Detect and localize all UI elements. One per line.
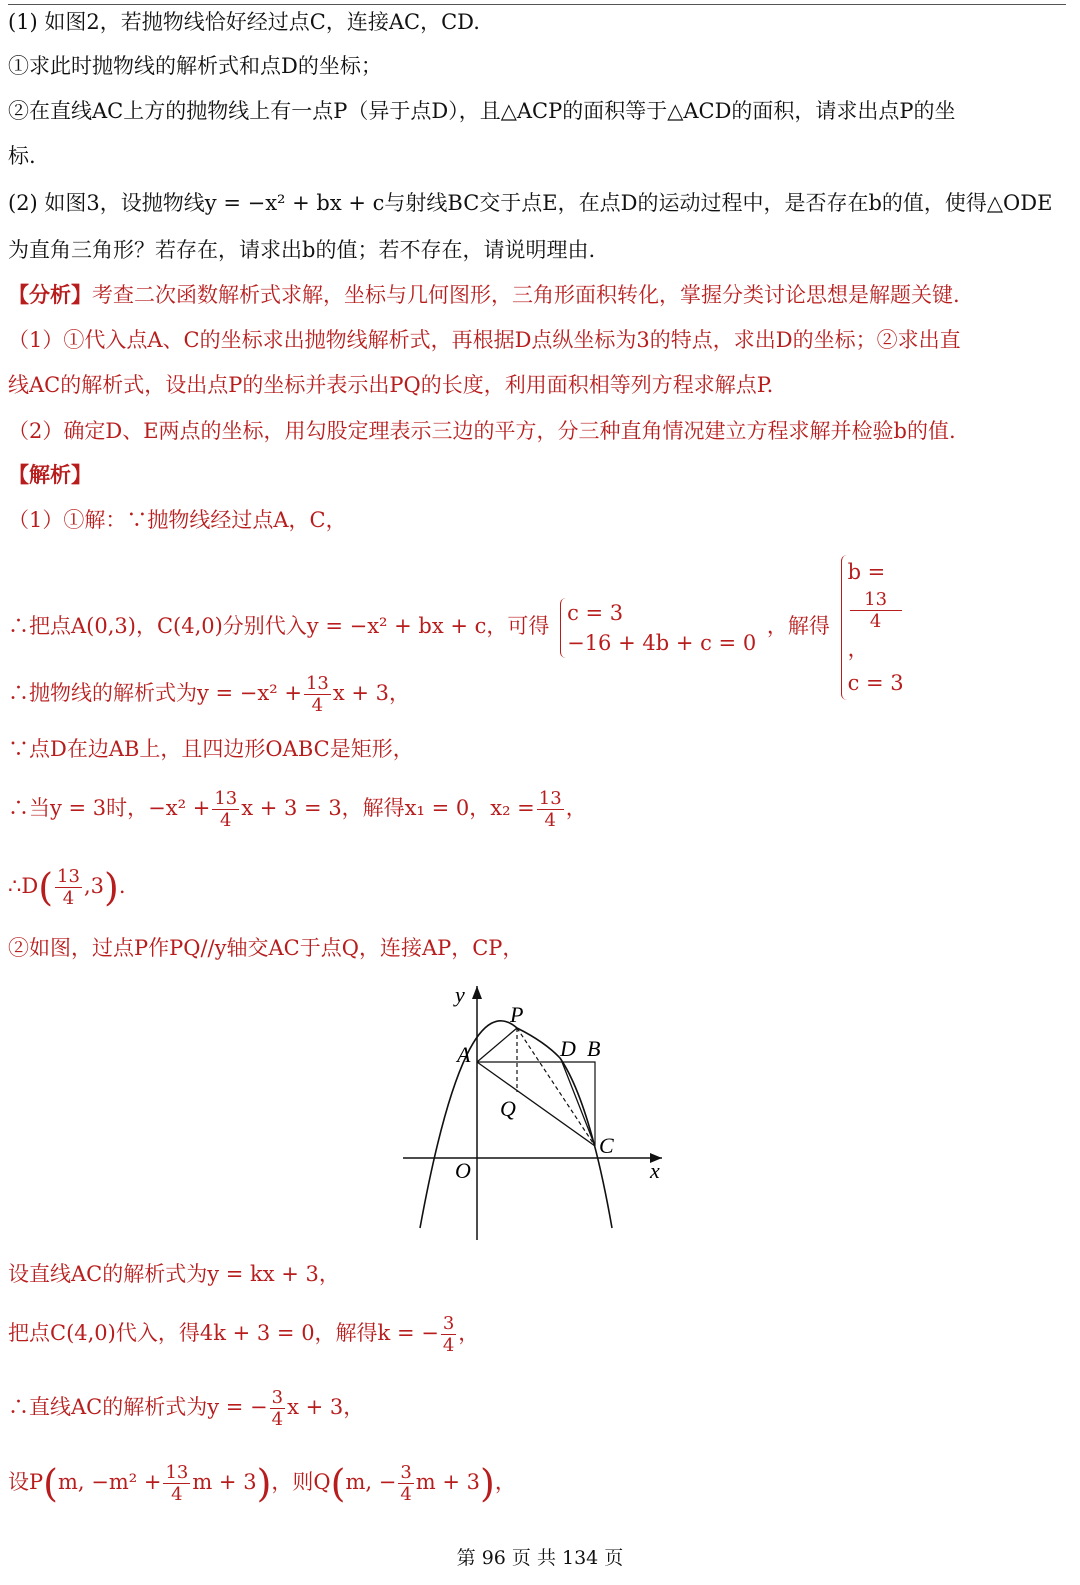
label-d: D [560, 1036, 576, 1061]
segment-ap [477, 1028, 517, 1062]
solution-line-10: ∴直线AC的解析式为y = − $\frac{3}{4}$ x + 3， [8, 1387, 365, 1430]
analysis-line [8, 281, 960, 309]
question-1-2-cont: 标. [8, 144, 36, 168]
analysis-2: （2）确定D、E两点的坐标，用勾股定理表示三边的平方，分三种直角情况建立方程求解并检验b的值. [8, 419, 956, 443]
fraction: $\frac{13}{4}$ [165, 1462, 189, 1505]
solution-line-4: ∵点D在边AB上，且四边形OABC是矩形， [8, 737, 414, 761]
solution-line-5: ∴当y = 3时，−x² + $\frac{13}{4}$ x + 3 = 3，解得x₁ = 0，x₂ = $\frac{13}{4}$ ， [8, 788, 587, 831]
label-p: P [510, 1002, 524, 1027]
fraction: 13 4 [850, 589, 902, 632]
solution-line-9: 把点C(4,0)代入，得4k + 3 = 0，解得k = − $\frac{3}{4}$ ， [8, 1313, 480, 1356]
analysis-tag: 【分析】 [8, 282, 92, 307]
solution-line-11: 设P(m, −m² + $\frac{13}{4}$ m + 3)，则Q(m, − $\frac{3}{4}$ m + 3)， [8, 1461, 516, 1506]
page-footer: 第 96 页 共 134 页 [456, 1547, 624, 1569]
analysis-1-cont: 线AC的解析式，设出点P的坐标并表示出PQ的长度，利用面积相等列方程求解点P. [8, 373, 774, 397]
fraction: $\frac{3}{4}$ [400, 1462, 412, 1505]
segment-cd [562, 1062, 595, 1146]
label-b: B [587, 1036, 601, 1061]
fraction: $\frac{3}{4}$ [271, 1387, 284, 1430]
label-q: Q [500, 1096, 516, 1121]
segment-cp [517, 1028, 595, 1146]
equation-system-1: c = 3 −16 + 4b + c = 0 [560, 598, 756, 658]
fraction: $\frac{13}{4}$ [214, 788, 238, 831]
question-1-2: ②在直线AC上方的抛物线上有一点P（异于点D），且△ACP的面积等于△ACD的面积，请求出点P的坐 [8, 99, 956, 123]
equation-system-2: b = 13 4 ， c = 3 [841, 555, 904, 700]
fraction: $\frac{13}{4}$ [305, 673, 329, 716]
label-o: O [455, 1158, 471, 1183]
question-part-2: (2) 如图3，设抛物线y = −x² + bx + c与射线BC交于点E，在点D的运动过程中，是否存在b的值，使得△ODE [8, 191, 1053, 215]
solution-tag: 【解析】 [8, 462, 92, 487]
label-a: A [457, 1042, 471, 1067]
solution-line-8: 设直线AC的解析式为y = kx + 3， [8, 1262, 340, 1286]
label-y: y [455, 982, 465, 1007]
fraction: $\frac{3}{4}$ [442, 1313, 455, 1356]
label-c: C [599, 1133, 614, 1158]
parabola-figure [400, 982, 670, 1244]
question-part-2-cont: 为直角三角形？若存在，请求出b的值；若不存在，请说明理由. [8, 238, 596, 262]
parabola-curve [420, 1021, 612, 1228]
y-axis-arrow [472, 986, 482, 999]
fraction: $\frac{13}{4}$ [57, 866, 80, 909]
solution-line-2: ∴把点A(0,3)，C(4,0)分别代入y = −x² + bx + c，可得 c = 3 −16 + 4b + c = 0 ，解得 b = 13 4 ， c = 3 [8, 555, 908, 700]
solution-line-3: ∴抛物线的解析式为y = −x² + $\frac{13}{4}$ x + 3， [8, 673, 411, 716]
solution-line-6: ∴D( $\frac{13}{4}$ ,3). [8, 865, 126, 910]
top-rule [8, 4, 1066, 5]
solution-line-1: （1）①解：∵抛物线经过点A，C， [8, 508, 347, 532]
question-part-1: (1) 如图2，若抛物线恰好经过点C，连接AC，CD. [8, 10, 480, 34]
analysis-text: 考查二次函数解析式求解，坐标与几何图形，三角形面积转化，掌握分类讨论思想是解题关键. [92, 283, 960, 307]
label-x: x [650, 1158, 660, 1183]
segment-ac [477, 1062, 595, 1146]
question-1-1: ①求此时抛物线的解析式和点D的坐标； [8, 54, 382, 78]
solution-line-7: ②如图，过点P作PQ//y轴交AC于点Q，连接AP，CP， [8, 936, 524, 960]
analysis-1: （1）①代入点A、C的坐标求出抛物线解析式，再根据D点纵坐标为3的特点，求出D的坐标；②求出直 [8, 328, 961, 352]
fraction: $\frac{13}{4}$ [538, 788, 562, 831]
